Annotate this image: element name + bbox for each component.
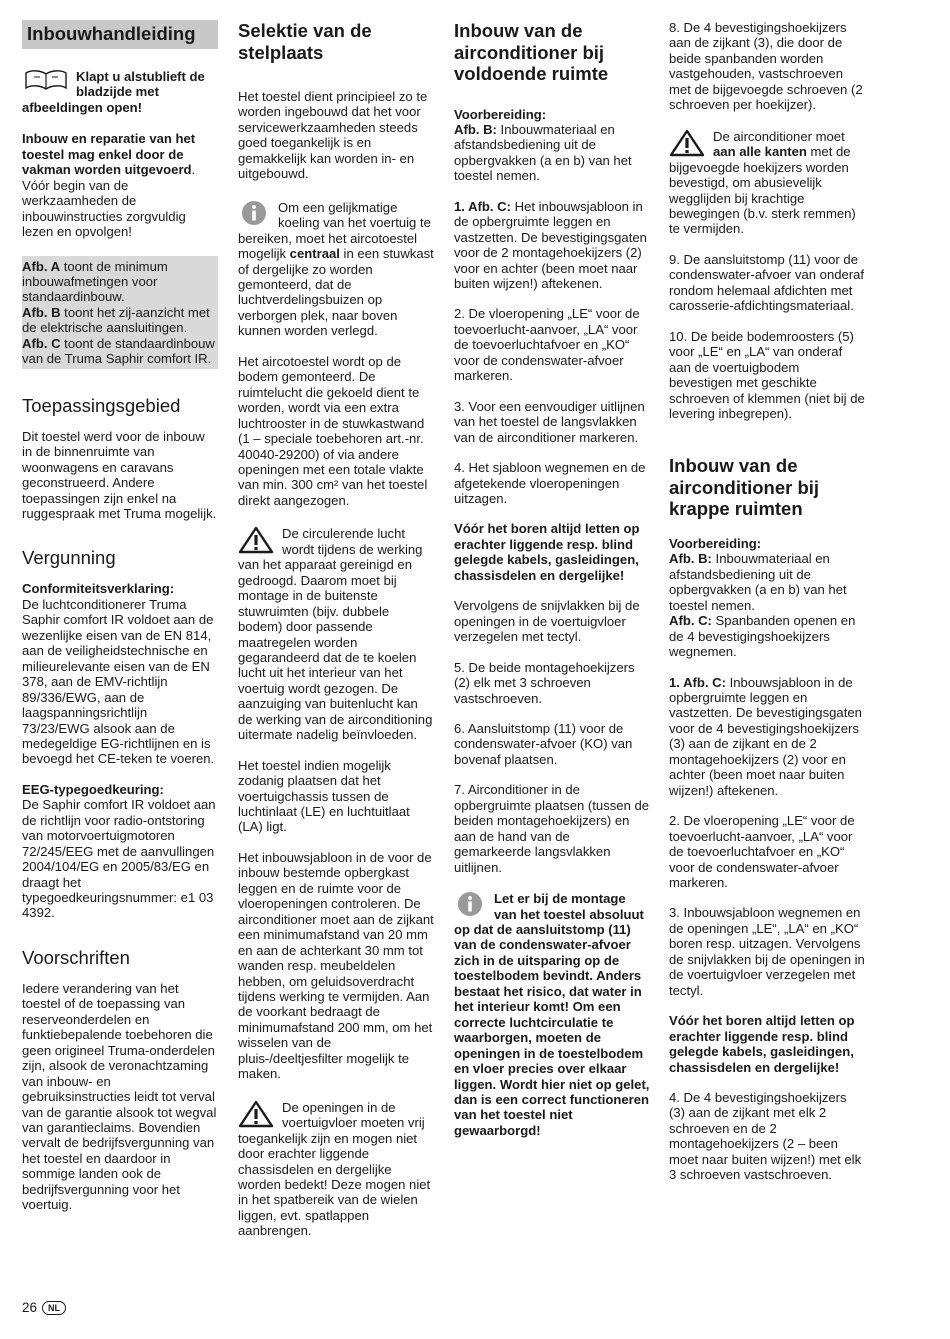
step-4: 4. Het sjabloon wegnemen en de afgetekende vloeropeningen uitzagen. — [454, 460, 646, 507]
warning-circulating-air: De circulerende lucht wordt tijdens de werking van het apparaat gereinigd en gedroogd. Daarom moet bij montage in de buitenste stuwruimten (bijv. dubbele bodem) door passende maatregelen worden gegarandeerd dat de te koelen lucht uit het interieur van het voertuig wordt gezogen. De aanzuiging van buitenlucht kan de werking van de airconditioning uitermate nadelig beïnvloeden. — [238, 526, 433, 743]
open-book-icon — [24, 69, 68, 91]
stelplaats-p2: Het aircotoestel wordt op de bodem gemonteerd. De ruimtelucht die gekoeld dient te worden, wordt via een extra luchtrooster in de stuwkastwand (1 – speciale toebehoren art.-nr. 40040-29200) of via andere openingen met een totale vlakte van min. 300 cm² van het toestel direkt aangezogen. — [238, 353, 428, 508]
figure-legend-box: Afb. A toont de minimum inbouwafmetingen voor standaardinbouw. Afb. B toont het zij-aanzicht met de elektrische aansluitingen. Afb. C toont de standaardinbouw van de Truma Saphir comfort IR. — [22, 256, 218, 369]
stelplaats-p4: Het inbouwsjabloon in de voor de inbouw bestemde opbergkast leggen en de ruimte voor de vloeropeningen controleren. De airconditioner moet aan de zijkant een minimumafstand van 20 mm en aan de achterkant 30 mm tot wanden resp. meubeldelen hebben, om geluidsoverdracht tijdens werking te vermijden. Aan de voorkant bedraagt de minimumafstand 200 mm, om het wisselen van de pluis-/deeltjesfilter mogelijk te maken. — [238, 849, 434, 1082]
seal-paragraph: Vervolgens de snijvlakken bij de openingen in de voertuigvloer verzegelen met tectyl. — [454, 598, 640, 645]
info-connection-stub: Let er bij de montage van het toestel absoluut op dat de aansluitstomp (11) van de condenswater-afvoer zich in de uitsparing op de toestelbodem bevindt. Anders bestaat het risico, dat water in het interieur komt! Om een correcte luchtcirculatie te waarborgen, moeten de openingen in de toestelbodem en vloer precies over elkaar liggen. Wordt hier niet op gelet, dan is een correct functioneren van het toestel niet gewaarborgd! — [454, 891, 650, 1138]
step-2: 2. De vloeropening „LE“ voor de toevoerlucht-aanvoer, „LA“ voor de toevoerluchtafvoer en „KO“ voor de condenswater-afvoer markeren. — [454, 306, 640, 384]
info-icon — [454, 891, 488, 917]
step-1: 1. Afb. C: Het inbouwsjabloon in de opbergruimte leggen en vastzetten. De bevestigingsgaten voor de 2 montagehoekijzers (2) voor en achter (been moet naar buiten wijzen!) aftekenen. — [454, 198, 647, 292]
heading-voldoende-ruimte: Inbouw van de airconditioner bij voldoende ruimte — [454, 20, 609, 84]
step-7: 7. Airconditioner in de opbergruimte plaatsen (tussen de beiden montagehoekijzers) en aan de hand van de gemarkeerde langsvlakken uitlijnen. — [454, 782, 650, 875]
heading-krappe-ruimten: Inbouw van de airconditioner bij krappe ruimten — [669, 455, 820, 520]
page-number: 26 — [22, 1300, 38, 1315]
conformity-paragraph: Conformiteitsverklaring: De luchtconditionerer Truma Saphir comfort IR voldoet aan de wezenlijke eisen van de EN 814, aan de veiligheidstechnische en milieurelevante eisen van de EN 378, aan de EMV-richtlijn 89/336/EWG, aan de laagspanningsrichtlijn 73/23/EWG alsook aan de medegeldige EG-richtlijnen en is bevoegd het CE-teken te voeren. — [22, 581, 215, 767]
heading-stelplaats: Selektie van de stelplaats — [238, 20, 372, 63]
krap-step-2: 2. De vloeropening „LE“ voor de toevoerlucht-aanvoer, „LA“ voor de toevoerluchtafvoer en „KO“ voor de condenswater-afvoer markeren. — [669, 813, 855, 890]
step-3: 3. Voor een eenvoudiger uitlijnen van het toestel de langsvlakken van de airconditioner markeren. — [454, 398, 645, 445]
column-4 — [669, 20, 865, 1183]
page-title: Inbouwhandleiding — [22, 20, 218, 49]
krap-step-4: 4. De 4 bevestigingshoekijzers (3) aan de zijkant met elk 2 schroeven en de 2 montagehoekijzers (2 – been moet naar buiten wijzen!) met elk 3 schroeven vastschroeven. — [669, 1089, 862, 1183]
preparation: Voorbereiding: Afb. B: Inbouwmateriaal en afstandsbediening uit de opbergvakken (a en b) van het toestel nemen. — [454, 106, 632, 184]
toepassing-paragraph: Dit toestel werd voor de inbouw in de binnenruimte van woonwagens en caravans geconstrueerd. Andere toepassingen zijn enkel na ruggespraak met Truma mogelijk. — [22, 428, 217, 521]
krap-step-3: 3. Inbouwsjabloon wegnemen en de openingen „LE“, „LA“ en „KO“ boren resp. uitzagen. Vervolgens de snijvlakken bij de openingen in de voertuigvloer verzegelen met tectyl. — [669, 905, 865, 998]
heading-toepassingsgebied: Toepassingsgebied — [22, 394, 181, 416]
eeg-paragraph: EEG-typegoedkeuring: De Saphir comfort IR voldoet aan de richtlijn voor radio-ontstoring van motorvoertuigmotoren 72/245/EEG met de aanvullingen 2004/104/EG en 2005/83/EG en draagt het typegoedkeuringsnummer: e1 03 4392. — [22, 781, 216, 921]
warning-icon — [238, 1100, 276, 1128]
heading-voorschriften: Voorschriften — [22, 946, 130, 968]
column-1 — [22, 20, 218, 1213]
heading-vergunning: Vergunning — [22, 547, 116, 569]
step-5: 5. De beide montagehoekijzers (2) elk met 3 schroeven vastschroeven. — [454, 659, 635, 706]
info-central: Om een gelijkmatige koeling van het voertuig te bereiken, moet het aircotoestel mogelijk centraal in een stuwkast of dergelijke zo worden gemonteerd, dat de luchtverdelingsbuizen op verborgen plek, naar boven kunnen worden verlegd. — [238, 199, 434, 339]
page-footer — [22, 1300, 66, 1315]
stelplaats-p3: Het toestel indien mogelijk zodanig plaatsen dat het voertuigchassis tussen de luchtinlaat (LE) en luchtuitlaat (LA) ligt. — [238, 757, 410, 835]
preparation-krap: Voorbereiding: Afb. B: Inbouwmateriaal en afstandsbediening uit de opbergvakken (a en b) van het toestel nemen. Afb. C: Spanbanden openen en de 4 bevestigingshoekijzers wegnemen. — [669, 535, 856, 660]
voorschriften-paragraph: Iedere verandering van het toestel of de toepassing van reserveonderdelen en funktiebepalende toebehoren die geen origineel Truma-onderdelen zijn, alsook de veronachtzaming van inbouw- en gebruiksinstructies leidt tot verval van de garantie alsook tot wegval van garantieclaims. Bovendien vervalt de bedrijfsvergunning van het toestel en daardoor in sommige landen ook de bedrijfsvergunning voor het voertuig. — [22, 980, 217, 1213]
language-badge: NL — [42, 1301, 66, 1315]
column-2 — [238, 20, 434, 1239]
warning-floor-openings: De openingen in de voertuigvloer moeten vrij toegankelijk zijn en mogen niet door erachter liggende chassisdelen en dergelijke worden bedekt! Deze mogen niet in het spatbereik van de wielen liggen, evt. spatlappen aanbrengen. — [238, 1099, 431, 1239]
step-6: 6. Aansluitstomp (11) voor de condenswater-afvoer (KO) van bovenaf plaatsen. — [454, 721, 633, 767]
intro-paragraph: Inbouw en reparatie van het toestel mag enkel door de vakman worden uitgevoerd. Vóór begin van de werkzaamheden de inbouwinstructies zorgvuldig lezen en opvolgen! — [22, 131, 196, 240]
drilling-warning: Vóór het boren altijd letten op erachter liggende resp. blind gelegde kabels, gasleidingen, chassisdelen en dergelijke! — [454, 521, 640, 583]
column-3 — [454, 20, 650, 1138]
fold-note: Klapt u alstublieft de bladzijde met afbeeldingen open! — [22, 69, 205, 115]
warning-icon — [669, 129, 707, 157]
krap-drilling-warning: Vóór het boren altijd letten op erachter liggende resp. blind gelegde kabels, gasleidingen, chassisdelen en dergelijke! — [669, 1013, 855, 1075]
warning-icon — [238, 526, 276, 554]
stelplaats-p1: Het toestel dient principieel zo te worden ingebouwd dat het voor servicewerkzaamheden steeds goed toegankelijk is en gemakkelijk kan worden in- en uitgebouwd. — [238, 89, 428, 182]
warning-all-sides: De airconditioner moet aan alle kanten met de bijgevoegde hoekijzers worden bevestigd, om abusievelijk wegglijden bij krachtige bewegingen (b.v. sterk remmen) te vermijden. — [669, 128, 856, 237]
info-icon — [238, 200, 272, 226]
step-9: 9. De aansluitstomp (11) voor de condenswater-afvoer van onderaf rondom helemaal afdichten met carosserie-afdichtingsmateriaal. — [669, 251, 865, 314]
step-10: 10. De beide bodemroosters (5) voor „LE“ en „LA“ van onderaf aan de voertuigbodem bevestigen met geschikte schroeven of klemmen (niet bij de levering inbegrepen). — [669, 328, 865, 421]
krap-step-1: 1. Afb. C: Inbouwsjabloon in de opbergruimte leggen en vastzetten. De bevestigingsgaten voor de 4 bevestigingshoekijzers (3) aan de zijkant en de 2 montagehoekijzers (2) voor en achter (been moet naar buiten wijzen!) aftekenen. — [669, 674, 862, 798]
step-8: 8. De 4 bevestigingshoekijzers aan de zijkant (3), die door de beide spanbanden worden vastgehouden, vastschroeven met de bijgevoegde schroeven (2 schroeven per hoekijzer). — [669, 20, 863, 113]
